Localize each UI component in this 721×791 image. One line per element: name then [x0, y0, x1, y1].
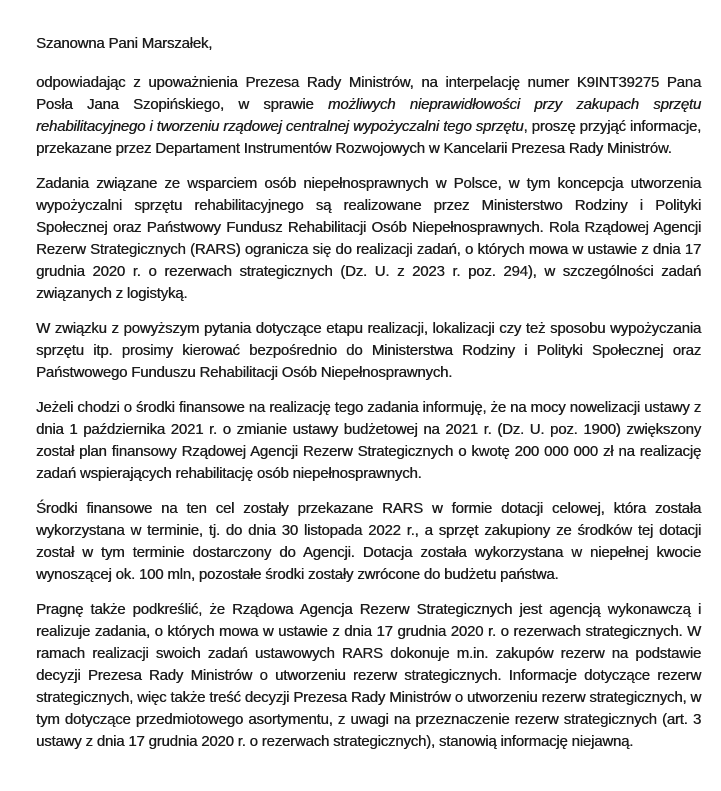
paragraph-informacja-niejawna [36, 599, 701, 753]
paragraph-pytania-kierowac [36, 318, 701, 384]
text-segment-normal: odpowiadając z upoważnienia Prezesa Rady Ministrów, na interpelację numer K9INT39275 Pana Posła Jana Szopińskiego, w sprawie [36, 74, 701, 113]
text-segment-normal: Środki finansowe na ten cel zostały przekazane RARS w formie dotacji celowej, która została wykorzystana w terminie, tj. do dnia 30 listopada 2022 r., a sprzęt zakupiony ze środków tej dotacji został w tym terminie dostarczony do Agencji. Dotacja została wykorzystana w niepełnej kwocie wynoszącej ok. 100 mln, pozostałe środki zostały zwrócone do budżetu państwa. [36, 500, 701, 583]
text-segment-normal: Jeżeli chodzi o środki finansowe na realizację tego zadania informuję, że na mocy nowelizacji ustawy z dnia 1 października 2021 r. o zmianie ustawy budżetowej na 2021 r. (Dz. U. poz. 1900) zwiększony został plan finansowy Rządowej Agencji Rezerw Strategicznych o kwotę 200 000 000 zł na realizację zadań wspierających rehabilitację osób niepełnosprawnych. [36, 399, 701, 482]
letter-body [36, 72, 701, 753]
text-segment-normal: Zadania związane ze wsparciem osób niepełnosprawnych w Polsce, w tym koncepcja utworzenia wypożyczalni sprzętu rehabilitacyjnego są realizowane przez Ministerstwo Rodziny i Polityki Społecznej oraz Państwowy Fundusz Rehabilitacji Osób Niepełnosprawnych. Rola Rządowej Agencji Rezerw Strategicznych (RARS) ogranicza się do realizacji zadań, o których mowa w ustawie z dnia 17 grudnia 2020 r. o rezerwach strategicznych (Dz. U. z 2023 r. poz. 294), w szczególności zadań związanych z logistyką. [36, 175, 701, 302]
paragraph-intro [36, 72, 701, 160]
salutation: Szanowna Pani Marszałek, [36, 35, 213, 52]
paragraph-srodki-finansowe-nowelizacja [36, 397, 701, 485]
text-segment-normal: W związku z powyższym pytania dotyczące etapu realizacji, lokalizacji czy też sposobu wypożyczania sprzętu itp. prosimy kierować bezpośrednio do Ministerstwa Rodziny i Polityki Społecznej oraz Państwowego Funduszu Rehabilitacji Osób Niepełnosprawnych. [36, 320, 701, 381]
paragraph-zadania-wsparcie [36, 173, 701, 305]
text-segment-normal: Pragnę także podkreślić, że Rządowa Agencja Rezerw Strategicznych jest agencją wykonawczą i realizuje zadania, o których mowa w ustawie z dnia 17 grudnia 2020 r. o rezerwach strategicznych. W ramach realizacji swoich zadań ustawowych RARS dokonuje m.in. zakupów rezerw na podstawie decyzji Prezesa Rady Ministrów o utworzeniu rezerw strategicznych. Informacje dotyczące rezerw strategicznych, więc także treść decyzji Prezesa Rady Ministrów o utworzeniu rezerw strategicznych, w tym dotyczące przedmiotowego asortymentu, z uwagi na przeznaczenie rezerw strategicznych (art. 3 ustawy z dnia 17 grudnia 2020 r. o rezerwach strategicznych), stanowią informację niejawną. [36, 601, 701, 750]
text-segment-italic: możliwych nieprawidłowości przy zakupach sprzętu rehabilitacyjnego i tworzeniu rządowej centralnej wypożyczalni tego sprzętu [36, 96, 701, 135]
paragraph-dotacja-celowa [36, 498, 701, 586]
text-segment-normal: , proszę przyjąć informacje, przekazane przez Departament Instrumentów Rozwojowych w Kancelarii Prezesa Rady Ministrów. [36, 118, 701, 157]
